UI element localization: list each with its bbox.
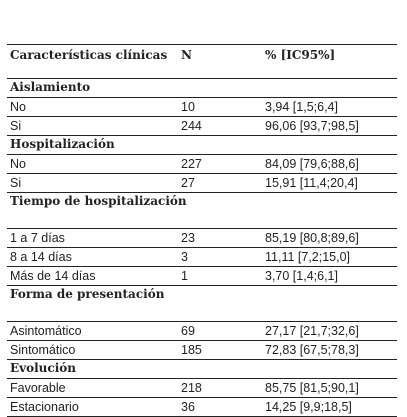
table-row bbox=[7, 322, 397, 341]
section-title: Tiempo de hospitalización bbox=[7, 193, 397, 229]
header-n: N bbox=[181, 48, 192, 62]
section-row bbox=[7, 286, 397, 322]
row-percent-ci: 96,06 [93,7;98,5] bbox=[262, 117, 397, 136]
row-percent-ci: 27,17 [21,7;32,6] bbox=[262, 322, 397, 341]
row-label: 8 a 14 días bbox=[7, 248, 178, 267]
table-row bbox=[7, 174, 397, 193]
row-count: 227 bbox=[178, 155, 262, 174]
row-label: Estacionario bbox=[7, 398, 178, 417]
row-label: Sintomático bbox=[7, 341, 178, 360]
row-count: 3 bbox=[178, 248, 262, 267]
row-count: 218 bbox=[178, 379, 262, 398]
table-row bbox=[7, 117, 397, 136]
table-row bbox=[7, 341, 397, 360]
row-label: Asintomático bbox=[7, 322, 178, 341]
table-body bbox=[7, 79, 397, 417]
section-row bbox=[7, 136, 397, 155]
row-count: 36 bbox=[178, 398, 262, 417]
row-percent-ci: 84,09 [79,6;88,6] bbox=[262, 155, 397, 174]
header-percent-ci: % [IC95%] bbox=[265, 48, 336, 62]
section-row bbox=[7, 360, 397, 379]
header-characteristics: Características clínicas bbox=[10, 48, 168, 62]
row-percent-ci: 85,75 [81,5;90,1] bbox=[262, 379, 397, 398]
row-percent-ci: 14,25 [9,9;18,5] bbox=[262, 398, 397, 417]
clinical-characteristics-table bbox=[7, 44, 397, 417]
row-count: 69 bbox=[178, 322, 262, 341]
table-row bbox=[7, 379, 397, 398]
row-count: 27 bbox=[178, 174, 262, 193]
row-count: 185 bbox=[178, 341, 262, 360]
table-row bbox=[7, 398, 397, 417]
table-row bbox=[7, 229, 397, 248]
row-percent-ci: 3,94 [1,5;6,4] bbox=[262, 98, 397, 117]
section-row bbox=[7, 193, 397, 229]
row-label: No bbox=[7, 98, 178, 117]
table-row bbox=[7, 267, 397, 286]
row-label: Si bbox=[7, 117, 178, 136]
row-percent-ci: 11,11 [7,2;15,0] bbox=[262, 248, 397, 267]
table-header-row bbox=[7, 45, 397, 79]
row-label: 1 a 7 días bbox=[7, 229, 178, 248]
section-title: Forma de presentación bbox=[7, 286, 397, 322]
section-title: Hospitalización bbox=[7, 136, 397, 155]
section-title: Evolución bbox=[7, 360, 397, 379]
row-percent-ci: 15,91 [11,4;20,4] bbox=[262, 174, 397, 193]
table-row bbox=[7, 155, 397, 174]
row-label: Favorable bbox=[7, 379, 178, 398]
row-label: No bbox=[7, 155, 178, 174]
row-count: 1 bbox=[178, 267, 262, 286]
table-row bbox=[7, 248, 397, 267]
table-row bbox=[7, 98, 397, 117]
row-count: 23 bbox=[178, 229, 262, 248]
row-percent-ci: 72,83 [67,5;78,3] bbox=[262, 341, 397, 360]
row-label: Si bbox=[7, 174, 178, 193]
section-row bbox=[7, 79, 397, 98]
row-label: Más de 14 días bbox=[7, 267, 178, 286]
row-count: 10 bbox=[178, 98, 262, 117]
row-percent-ci: 85,19 [80,8;89,6] bbox=[262, 229, 397, 248]
row-count: 244 bbox=[178, 117, 262, 136]
row-percent-ci: 3,70 [1,4;6,1] bbox=[262, 267, 397, 286]
section-title: Aislamiento bbox=[7, 79, 397, 98]
